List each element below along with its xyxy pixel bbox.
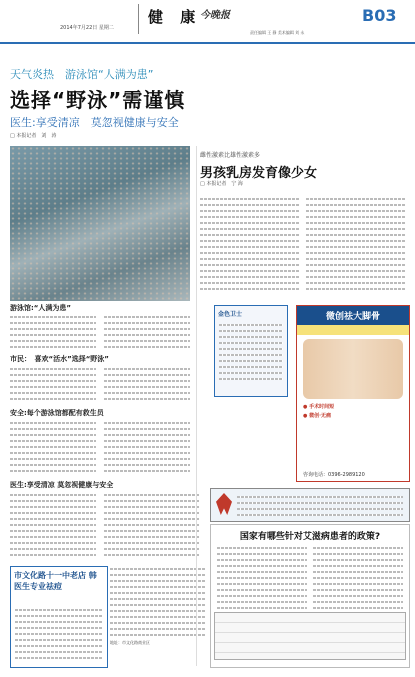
body-text-block — [104, 420, 190, 476]
body-text-block — [104, 366, 190, 404]
ribbon-ad-text — [237, 494, 403, 518]
subsection-heading: 市民： 喜欢“活水”选择“野泳” — [10, 355, 109, 363]
issue-date: 2014年7月22日 星期二 — [60, 25, 114, 31]
subsection-heading: 医生:享受清凉 莫忽视健康与安全 — [10, 481, 114, 489]
clinic-list-ad — [214, 612, 406, 660]
acne-clinic-ad — [10, 566, 108, 668]
medical-ad-left — [214, 305, 288, 397]
ad-right-title: 微创祛大脚骨 — [297, 306, 409, 325]
body-text-block — [313, 545, 403, 611]
bunion-surgery-ad — [296, 305, 410, 482]
header-separator — [138, 4, 139, 34]
right-headline: 男孩乳房发育像少女 — [200, 166, 318, 181]
main-byline: □ 本报记者 刘 涛 — [10, 133, 57, 139]
list-row — [215, 633, 405, 643]
subsection-heading: 安全:每个游泳馆都配有救生员 — [10, 409, 104, 417]
ad-left-text — [219, 322, 283, 390]
ad-right-phone: 咨询电话：0396-2989120 — [303, 472, 365, 478]
aids-ribbon-ad — [210, 488, 410, 522]
main-kicker: 天气炎热 游泳馆“人满为患” — [10, 68, 154, 81]
section-title: 健 康 — [148, 8, 202, 26]
body-text-block — [104, 492, 200, 558]
body-text-block — [200, 196, 300, 296]
main-headline: 选择“野泳”需谨慎 — [10, 88, 186, 112]
list-row — [215, 623, 405, 633]
ad-left-title: 金色卫士 — [218, 311, 243, 318]
list-row — [215, 613, 405, 623]
newspaper-logo: 今晚报 — [200, 10, 230, 21]
column-divider — [196, 146, 197, 666]
body-text-block — [10, 420, 96, 476]
body-text-block — [306, 196, 406, 296]
body-text-block — [217, 545, 307, 611]
list-row — [215, 643, 405, 653]
acne-ad-text — [15, 607, 103, 663]
main-subhead: 医生:享受清凉 莫忽视健康与安全 — [10, 116, 179, 129]
ad-band — [297, 325, 409, 335]
right-kicker: 雌性激素比雄性激素多 — [200, 152, 261, 159]
ad-right-line: ● 手术时间短 — [303, 404, 335, 410]
body-text-block — [10, 492, 96, 558]
aids-policy-title: 国家有哪些针对艾滋病患者的政策? — [239, 532, 381, 542]
feet-image — [303, 339, 403, 399]
page-header — [0, 0, 415, 44]
page-number: B03 — [362, 6, 397, 25]
acne-ad-title: 市文化路十一中老店 韩医生专业祛痘 — [14, 571, 97, 591]
body-text-block — [10, 366, 96, 404]
body-text-block — [110, 566, 206, 638]
ad-right-line: ● 微创·无痛 — [303, 413, 332, 419]
address-caption: 地址：市文化路商业区 — [110, 640, 150, 645]
swimming-photo — [10, 146, 190, 301]
editor-credits: 责任编辑 王 静 美术编辑 刘 永 — [250, 30, 305, 35]
body-text-block — [104, 314, 190, 352]
right-byline: □ 本报记者 宁 海 — [200, 181, 243, 187]
body-text-block — [10, 314, 96, 352]
photo-caption: 游泳馆:“人满为患” — [10, 304, 72, 312]
red-ribbon-icon — [216, 493, 232, 515]
